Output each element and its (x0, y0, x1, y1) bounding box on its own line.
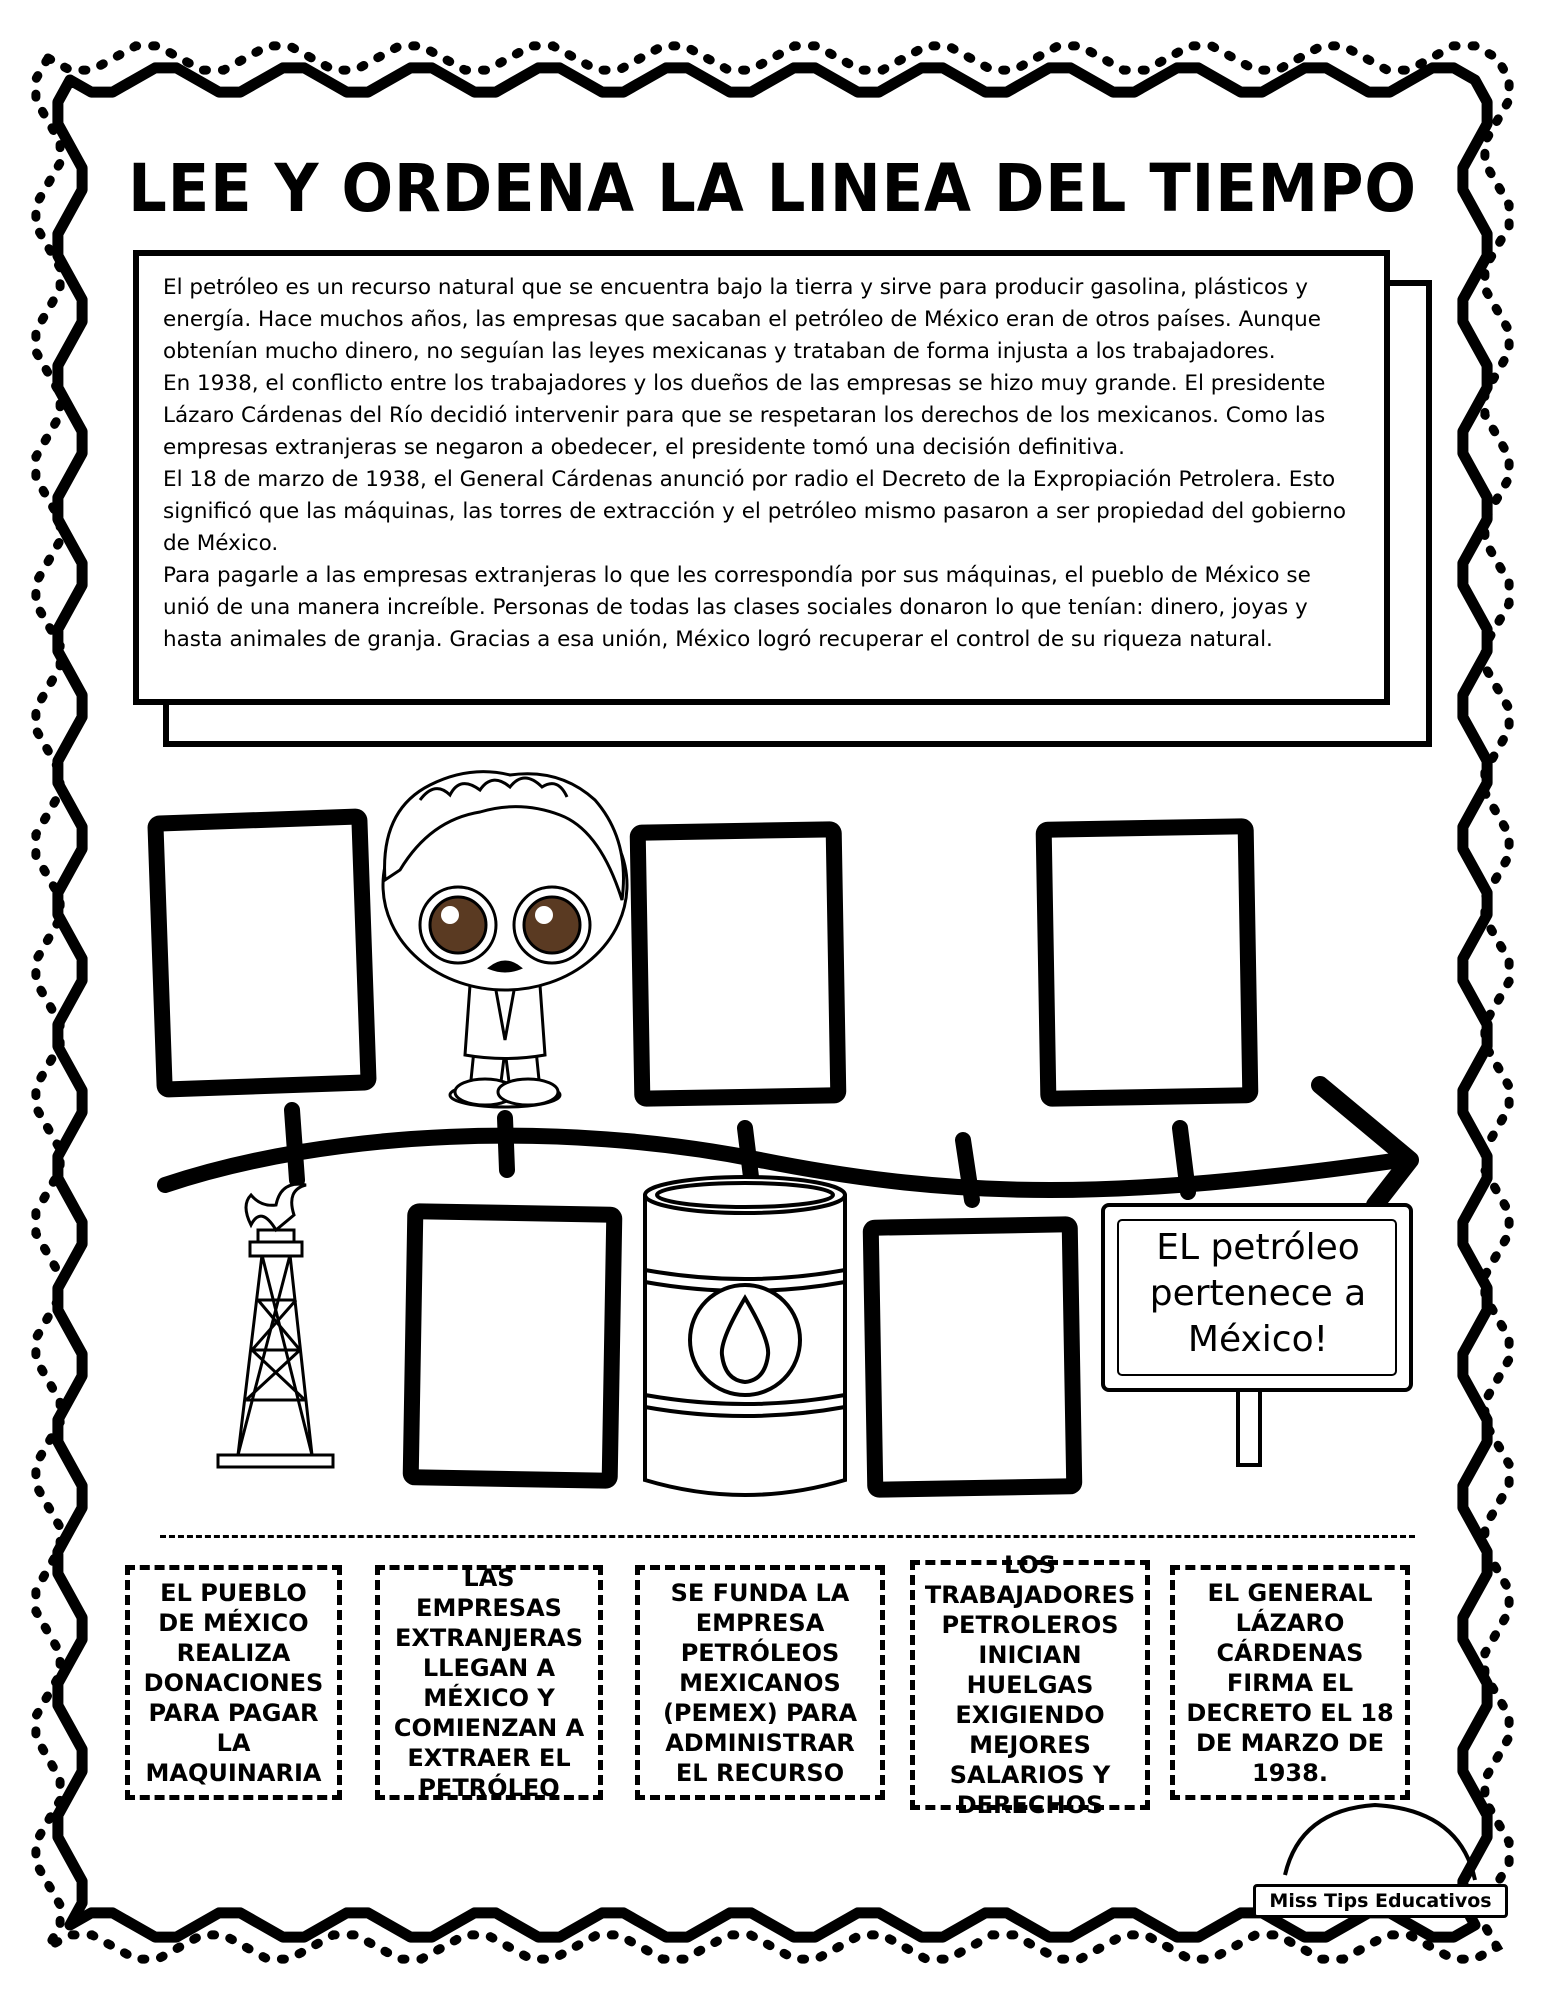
oil-derrick-icon (218, 1184, 333, 1467)
brand-label: Miss Tips Educativos (1253, 1884, 1508, 1918)
reading-paragraph: El petróleo es un recurso natural que se encuentra bajo la tierra y sirve para producir gasolina, plásticos y energía. Hace muchos años, las empresas que sacaban el petróleo de México eran de otros países. Aunque obtenían mucho dinero, no seguían las leyes mexicanas y trataban de forma injusta a los trabajadores. (163, 275, 1322, 364)
brand-badge-decoration (1285, 1805, 1475, 1880)
sign-line: pertenece a (1149, 1273, 1367, 1314)
event-card-text: LAS EMPRESAS EXTRANJERAS LLEGAN A MÉXICO Y COMIENZAN A EXTRAER EL PETRÓLEO (393, 1563, 585, 1802)
event-card-text: LOS TRABAJADORES PETROLEROS INICIAN HUELGAS EXIGIENDO MEJORES SALARIOS Y DERECHOS (924, 1551, 1136, 1819)
oil-barrel-icon (645, 1177, 845, 1495)
cut-line (160, 1535, 1415, 1538)
event-card-text: EL GENERAL LÁZARO CÁRDENAS FIRMA EL DECRETO EL 18 DE MARZO DE 1938. (1186, 1578, 1394, 1787)
reading-paragraph: En 1938, el conflicto entre los trabajadores y los dueños de las empresas se hizo muy grande. El presidente Lázaro Cárdenas del Río decidió intervenir para que se respetaran los derechos de los mexicanos. Como las empresas extranjeras se negaron a obedecer, el presidente tomó una decisión definitiva. (163, 371, 1326, 460)
event-card-text: EL PUEBLO DE MÉXICO REALIZA DONACIONES PARA PAGAR LA MAQUINARIA (143, 1578, 324, 1787)
timeline-tick (292, 1110, 297, 1180)
sign-text (1108, 1225, 1408, 1363)
sign-line: México! (1187, 1319, 1329, 1360)
event-card-4[interactable] (910, 1551, 1150, 1819)
timeline-tick (505, 1118, 507, 1170)
timeline-tick (963, 1140, 972, 1200)
page-title: LEE Y ORDENA LA LINEA DEL TIEMPO (128, 150, 1417, 227)
timeline-frame-5[interactable] (863, 1216, 1083, 1498)
event-card-5[interactable] (1170, 1565, 1410, 1800)
sign-line: EL petróleo (1156, 1227, 1360, 1268)
timeline-frame-1[interactable] (147, 808, 377, 1098)
event-card-1[interactable] (125, 1565, 342, 1800)
event-card-text: SE FUNDA LA EMPRESA PETRÓLEOS MEXICANOS (PEMEX) PARA ADMINISTRAR EL RECURSO (662, 1578, 858, 1787)
timeline-tick (1180, 1128, 1188, 1192)
timeline-frame-3[interactable] (1036, 818, 1259, 1107)
timeline-frame-2[interactable] (630, 821, 847, 1107)
timeline-frame-4[interactable] (403, 1203, 623, 1489)
reading-paragraph: Para pagarle a las empresas extranjeras lo que les correspondía por sus máquinas, el pueblo de México se unió de una manera increíble. Personas de todas las clases sociales donaron lo que tenían: dinero, joyas y hasta animales de granja. Gracias a esa unión, México logró recuperar el control de su riqueza natural. (163, 563, 1311, 652)
event-card-2[interactable] (375, 1565, 603, 1800)
reading-paragraph: El 18 de marzo de 1938, el General Cárdenas anunció por radio el Decreto de la Expropiación Petrolera. Esto significó que las máquinas, las torres de extracción y el petróleo mismo pasaron a ser propiedad del gobierno de México. (163, 467, 1346, 556)
boy-character-icon (383, 772, 627, 1107)
event-card-3[interactable] (635, 1565, 885, 1800)
